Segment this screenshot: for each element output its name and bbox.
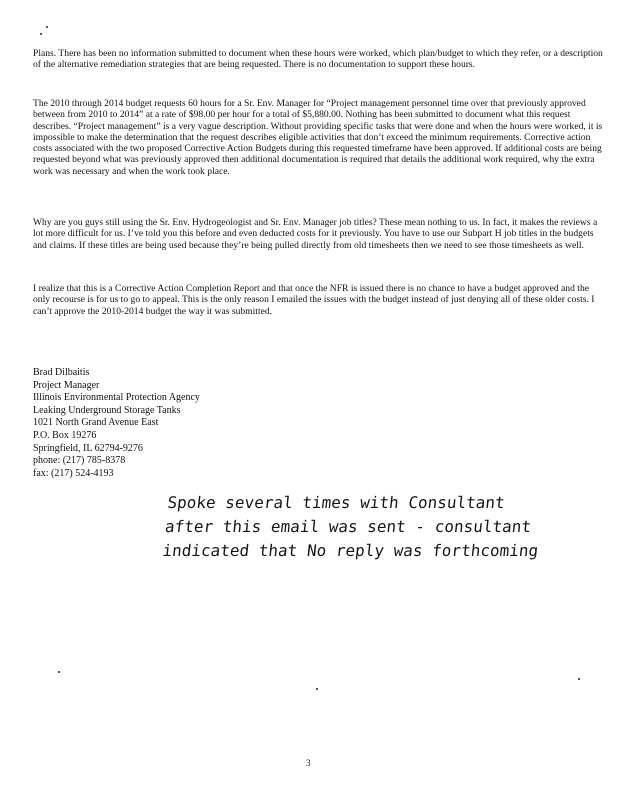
scan-speck bbox=[46, 26, 48, 28]
signature-city: Springfield, IL 62794-9276 bbox=[33, 442, 143, 454]
signature-po-box: P.O. Box 19276 bbox=[33, 429, 97, 441]
scan-speck bbox=[40, 33, 42, 35]
signature-name: Brad Dilbaitis bbox=[33, 367, 90, 378]
handwritten-note-line: Spoke several times with Consultant bbox=[166, 493, 506, 512]
scan-speck bbox=[58, 671, 60, 673]
paragraph-plans: Plans. There has been no information submitted to document when these hours were worked, which plan/budget to which they refer, or a description of the alternative remediation strategies that are being requested. There is no documentation to support these hours. bbox=[33, 48, 603, 71]
handwritten-note-line: indicated that No reply was forthcoming bbox=[161, 541, 540, 560]
page-number: 3 bbox=[306, 758, 311, 768]
signature-block bbox=[33, 367, 333, 480]
paragraph-completion-report: I realize that this is a Corrective Action Completion Report and that once the NFR is issued there is no chance to have a budget approved and the only recourse is for us to go to appeal. This is the only reason I emailed the issues with the budget instead of just denying all of these older costs. I can’t approve the 2010-2014 budget the way it was submitted. bbox=[33, 283, 595, 317]
signature-title: Project Manager bbox=[33, 379, 100, 391]
paragraph-budget-request: The 2010 through 2014 budget requests 60 hours for a Sr. Env. Manager for “Project management personnel time over that previously approved between from 2010 to 2014” at a rate of $98.00 per hour for a total of $5,880.00. Nothing has been submitted to document what this request describes. “Project management” is a very vague description. Without providing specific tasks that were done and when the hours were worked, it is impossible to make the determination that the request describes eligible activities that don’t exceed the minimum requirements. Corrective action costs associated with the two proposed Corrective Action Budgets during this requested timeframe have been approved. If additional costs are being requested beyond what was previously approved then additional documentation is required that details the additional work required, why the extra work was necessary and when the work took place. bbox=[33, 98, 603, 177]
scan-speck bbox=[316, 688, 318, 690]
handwritten-note-line: after this email was sent - consultant bbox=[164, 517, 533, 536]
signature-agency: Illinois Environmental Protection Agency bbox=[33, 392, 200, 404]
signature-phone: phone: (217) 785-8378 bbox=[33, 455, 126, 467]
signature-division: Leaking Underground Storage Tanks bbox=[33, 404, 181, 416]
paragraph-job-titles: Why are you guys still using the Sr. Env. Hydrogeologist and Sr. Env. Manager job titles? These mean nothing to us. In fact, it makes the reviews a lot more difficult for us. I’ve told you this before and even deducted costs for it previously. You have to use our Subpart H job titles in the budgets and claims. If these titles are being used because they’re being pulled directly from old timesheets then we need to see those timesheets as well. bbox=[33, 217, 598, 251]
handwritten-note bbox=[161, 491, 609, 563]
signature-fax: fax: (217) 524-4193 bbox=[33, 467, 114, 479]
signature-street: 1021 North Grand Avenue East bbox=[33, 417, 159, 429]
scan-speck bbox=[578, 678, 580, 680]
